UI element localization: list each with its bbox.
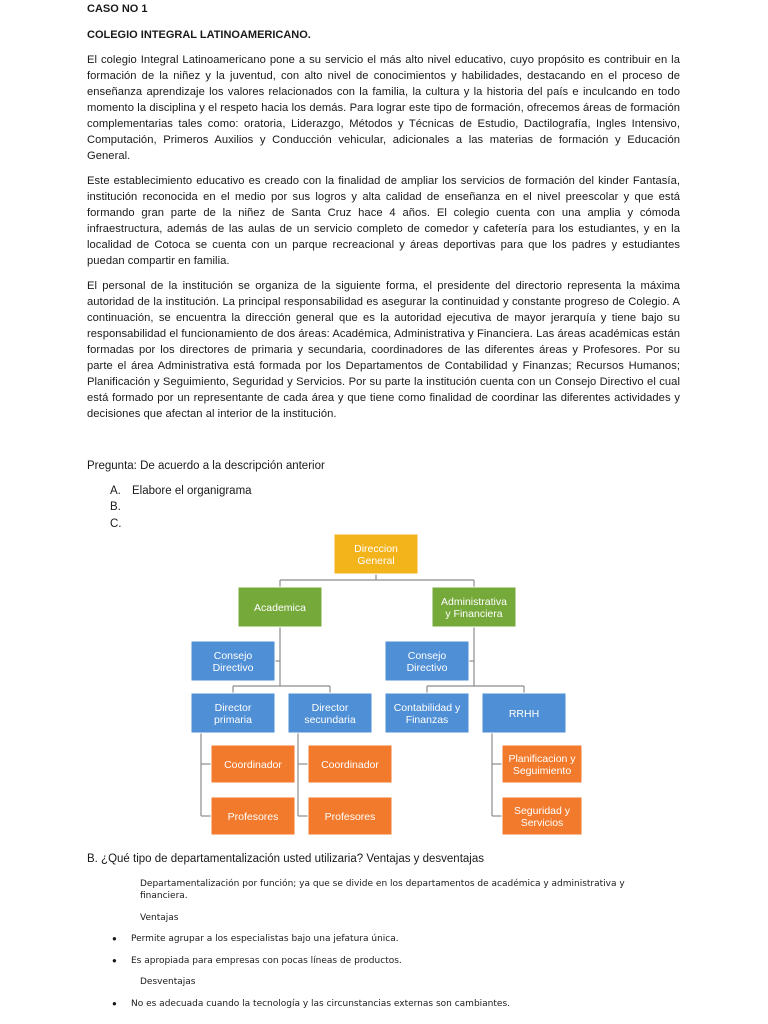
paragraph-establishment: Este establecimiento educativo es creado con la finalidad de ampliar los servicios de formación del kinder Fantasía, institución reconocida en el medio por sus logros y alta calidad de enseñanza en el nivel preescolar y que está formando gran parte de la niñez de Santa Cruz hace 4 años. El colegio cuenta con una amplia y cómoda infraestructura, además de las aulas de un servicio completo de comedor y cafetería para los estudiantes, y en la localidad de Cotoca se cuenta con un parque recreacional y áreas deportivas para que los padres y estudiantes puedan compartir en familia.: [87, 175, 680, 267]
org-node-label: Profesores: [324, 811, 376, 823]
paragraph-organization: El personal de la institución se organiza de la siguiente forma, el presidente del directorio representa la máxima autoridad de la institución. La principal responsabilidad es asegurar la continuidad y constante progreso de Colegio. A continuación, se encuentra la dirección general que es la autoridad ejecutiva de mayor jerarquía y tiene bajo su responsabilidad el funcionamiento de dos áreas: Académica, Administrativa y Financiera. Las áreas académicas están formadas por los directores de primaria y secundaria, coordinadores de las diferentes áreas y Profesores. Por su parte el área Administrativa está formada por los Departamentos de Contabilidad y Finanzas; Recursos Humanos; Planificación y Seguimiento, Seguridad y Servicios. Por su parte la institución cuenta con un Consejo Directivo el cual está formado por un representante de cada área y que tiene como finalidad de coordinar las diferentes actividades y decisiones que afectan al interior de la institución.: [87, 280, 680, 420]
org-node-consejo-admin: [385, 641, 469, 681]
org-node-seguridad: [502, 797, 582, 835]
org-node-academica: [238, 587, 322, 627]
org-node-coord-2: [308, 745, 392, 783]
desventajas-heading: Desventajas: [140, 977, 196, 987]
org-node-label: Directivo: [212, 662, 254, 674]
org-node-contabilidad: [385, 693, 469, 733]
bullet-icon: ●: [112, 934, 117, 943]
ventajas-heading: Ventajas: [140, 913, 179, 923]
org-node-consejo-acad: [191, 641, 275, 681]
bullet-icon: ●: [112, 999, 117, 1008]
org-node-label: Coordinador: [224, 759, 282, 771]
org-node-label: Contabilidad y: [393, 702, 461, 714]
org-node-label: Academica: [254, 602, 306, 614]
case-title: CASO NO 1: [87, 3, 148, 15]
ventaja-item: Es apropiada para empresas con pocas líneas de productos.: [131, 956, 402, 966]
org-node-prof-2: [308, 797, 392, 835]
org-node-label: Servicios: [520, 817, 564, 829]
org-node-label: Administrativa: [441, 596, 507, 608]
org-node-label: Planificacion y: [508, 753, 576, 765]
org-node-label: Finanzas: [405, 714, 449, 726]
ventaja-item: Permite agrupar a los especialistas bajo una jefatura única.: [131, 934, 399, 944]
org-node-dir-secundaria: [288, 693, 372, 733]
org-node-label: Direccion: [354, 543, 398, 555]
option-c-label: C.: [110, 518, 122, 530]
org-chart-nodes: [191, 534, 582, 835]
answer-text: Departamentalización por función; ya que se divide en los departamentos de académica y administrativa y financiera.: [140, 879, 625, 901]
org-node-prof-1: [211, 797, 295, 835]
org-node-rrhh: [482, 693, 566, 733]
org-node-label: secundaria: [304, 714, 356, 726]
org-node-label: Profesores: [227, 811, 279, 823]
question-text: Pregunta: De acuerdo a la descripción anterior: [87, 460, 325, 472]
org-node-label: primaria: [214, 714, 252, 726]
org-node-label: Seguimiento: [512, 765, 572, 777]
org-node-label: Coordinador: [321, 759, 379, 771]
org-node-label: Consejo: [407, 650, 447, 662]
org-node-dir-primaria: [191, 693, 275, 733]
org-node-label: Consejo: [213, 650, 253, 662]
option-a-label: A.: [110, 485, 121, 497]
org-node-label: General: [357, 555, 395, 567]
org-node-direccion: [334, 534, 418, 574]
org-node-label: Director: [214, 702, 252, 714]
desventaja-item: No es adecuada cuando la tecnología y las circunstancias externas son cambiantes.: [131, 999, 510, 1009]
option-b-label: B.: [110, 501, 121, 513]
school-title: COLEGIO INTEGRAL LATINOAMERICANO.: [87, 29, 311, 41]
org-node-label: Seguridad y: [513, 805, 571, 817]
org-node-label: Director: [311, 702, 349, 714]
option-a-text: Elabore el organigrama: [132, 485, 252, 497]
paragraph-intro: El colegio Integral Latinoamericano pone a su servicio el más alto nivel educativo, cuyo propósito es contribuir en la formación de la niñez y la juventud, con alto nivel de conocimientos y habilidades, destacando en el proceso de enseñanza aprendizaje los valores relacionados con la familia, la cultura y la historia del país e inculcando en todo momento la disciplina y el respeto hacia los demás. Para lograr este tipo de formación, ofrecemos áreas de formación complementarias tales como: oratoria, Liderazgo, Métodos y Técnicas de Estudio, Dactilografía, Ingles Intensivo, Computación, Primeros Auxilios y Conducción vehicular, adicionales a las materias de formación y Educación General.: [87, 54, 680, 162]
org-node-label: RRHH: [508, 708, 540, 720]
org-node-label: y Financiera: [445, 608, 503, 620]
org-node-planificacion: [502, 745, 582, 783]
question-b-text: B. ¿Qué tipo de departamentalización usted utilizaria? Ventajas y desventajas: [87, 853, 484, 865]
org-node-administrativa: [432, 587, 516, 627]
org-node-coord-1: [211, 745, 295, 783]
bullet-icon: ●: [112, 956, 117, 965]
org-node-label: Directivo: [406, 662, 448, 674]
